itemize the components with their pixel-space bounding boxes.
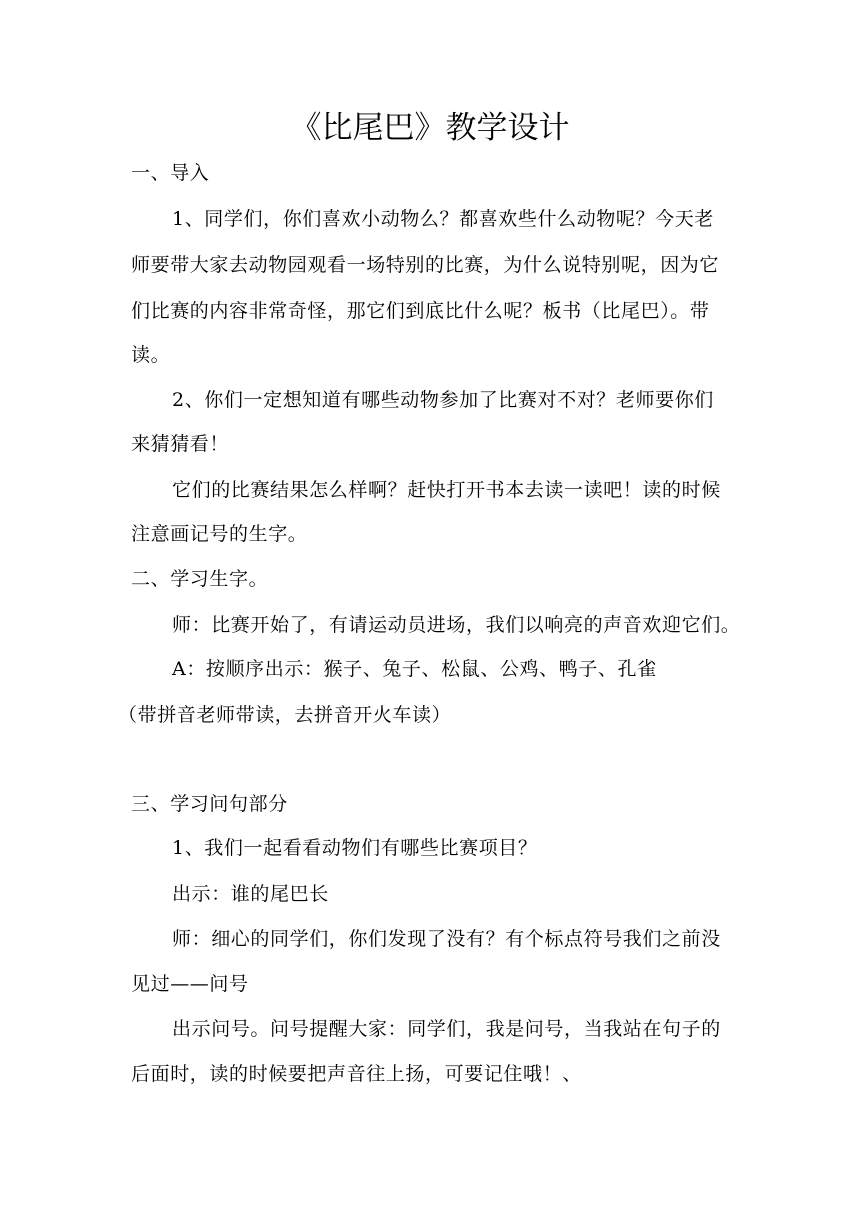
paragraph-line: 师要带大家去动物园观看一场特别的比赛，为什么说特别呢，因为它: [131, 254, 720, 276]
paragraph-line: 师：比赛开始了，有请运动员进场，我们以响亮的声音欢迎它们。: [172, 614, 741, 636]
paragraph-line: 来猜猜看！: [131, 433, 230, 455]
paragraph-line: 1、同学们，你们喜欢小动物么？都喜欢些什么动物呢？今天老: [172, 208, 714, 230]
document-title: 《比尾巴》教学设计: [290, 110, 570, 146]
paragraph-line: 见过——问号: [131, 973, 249, 995]
section-heading-questions: 三、学习问句部分: [131, 793, 288, 815]
paragraph-line: A：按顺序出示：猴子、兔子、松鼠、公鸡、鸭子、孔雀: [172, 658, 657, 680]
paragraph-line: 1、我们一起看看动物们有哪些比赛项目？: [172, 837, 538, 859]
section-heading-characters: 二、学习生字。: [131, 568, 269, 590]
section-heading-intro: 一、导入: [131, 162, 210, 184]
paragraph-line: 师：细心的同学们，你们发现了没有？有个标点符号我们之前没: [172, 928, 721, 950]
paragraph-line: （带拼音老师带读，去拼音开火车读）: [118, 704, 452, 726]
paragraph-line: 读。: [131, 344, 171, 366]
paragraph-line: 后面时，读的时候要把声音往上扬，可要记住哦！、: [131, 1063, 582, 1085]
paragraph-line: 注意画记号的生字。: [131, 523, 308, 545]
paragraph-line: 出示：谁的尾巴长: [172, 883, 329, 905]
paragraph-line: 出示问号。问号提醒大家：同学们，我是问号，当我站在句子的: [172, 1018, 721, 1040]
paragraph-line: 2、你们一定想知道有哪些动物参加了比赛对不对？老师要你们: [172, 389, 714, 411]
paragraph-line: 们比赛的内容非常奇怪，那它们到底比什么呢？板书（比尾巴）。带: [131, 300, 710, 322]
paragraph-line: 它们的比赛结果怎么样啊？赶快打开书本去读一读吧！读的时候: [172, 479, 721, 501]
